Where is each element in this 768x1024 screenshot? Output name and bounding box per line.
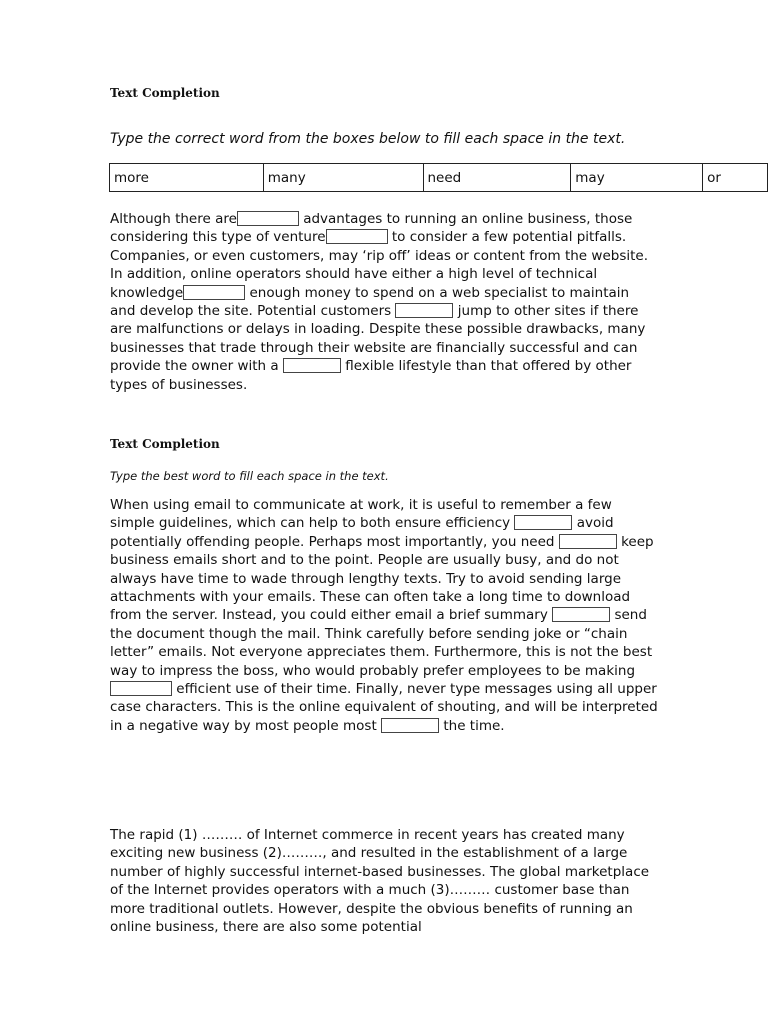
answer-blank[interactable] [237, 211, 299, 226]
answer-blank[interactable] [183, 285, 245, 300]
section1-instruction: Type the correct word from the boxes below to fill each space in the text. [110, 131, 626, 147]
word-box-cell: may [571, 164, 703, 192]
text-segment: When using email to communicate at work, it is useful to remember a few simple guidelines, which can help to both ensure efficiency [110, 497, 612, 532]
answer-blank[interactable] [283, 358, 341, 373]
word-bank-table [109, 163, 768, 192]
answer-blank[interactable] [395, 303, 453, 318]
section1-paragraph [110, 210, 658, 394]
text-segment: enough money to spend on a web specialist to maintain and develop the site. Potential customers [110, 284, 630, 320]
text-segment: avoid potentially offending people. Perhaps most importantly, you need [110, 515, 614, 550]
answer-blank[interactable] [326, 229, 388, 244]
text-segment: the time. [443, 717, 505, 734]
text-segment: to consider a few potential pitfalls. Companies, or even customers, may ‘rip off’ ideas or content from the website. In addition, online operators should have either a high level of technical knowledge [110, 229, 648, 301]
text-segment: advantages to running an online business, those considering this type of venture [110, 211, 633, 246]
answer-blank[interactable] [559, 534, 617, 549]
text-segment: flexible lifestyle than that offered by other types of businesses. [110, 358, 632, 393]
text-segment: send the document though the mail. Think carefully before sending joke or “chain letter” emails. Not everyone appreciates them. Furthermore, this is not the best way to impress the boss, who would probably prefer employees to be making [110, 607, 653, 679]
text-segment: keep business emails short and to the point. People are usually busy, and do not always have time to wade through lengthy texts. Try to avoid sending large attachments with your emails. These can often take a long time to download from the server. Instead, you could either email a brief summary [110, 533, 654, 624]
answer-blank[interactable] [552, 607, 610, 622]
text-segment: efficient use of their time. Finally, never type messages using all upper case characters. This is the online equivalent of shouting, and will be interpreted in a negative way by most people most [110, 681, 658, 734]
answer-blank[interactable] [110, 681, 172, 696]
section3-paragraph: The rapid (1) ……… of Internet commerce in recent years has created many exciting new business (2)………, and resulted in the establishment of a large number of highly successful internet-based businesses. The global marketplace of the Internet provides operators with a much (3)……… customer base than more traditional outlets. However, despite the obvious benefits of running an online business, there are also some potential [110, 827, 650, 936]
word-box-cell: many [263, 164, 423, 192]
word-box-cell: need [423, 164, 571, 192]
answer-blank[interactable] [381, 718, 439, 733]
section2-instruction: Type the best word to fill each space in the text. [110, 469, 389, 483]
word-box-cell: or [703, 164, 768, 192]
section1-heading: Text Completion [110, 86, 220, 100]
answer-blank[interactable] [514, 515, 572, 530]
section2-heading: Text Completion [110, 437, 220, 451]
text-segment: Although there are [110, 211, 237, 227]
section2-paragraph [110, 496, 658, 735]
text-segment: jump to other sites if there are malfunctions or delays in loading. Despite these possible drawbacks, many businesses that trade through their website are financially successful and can provide the owner with a [110, 303, 646, 375]
word-box-cell: more [110, 164, 264, 192]
